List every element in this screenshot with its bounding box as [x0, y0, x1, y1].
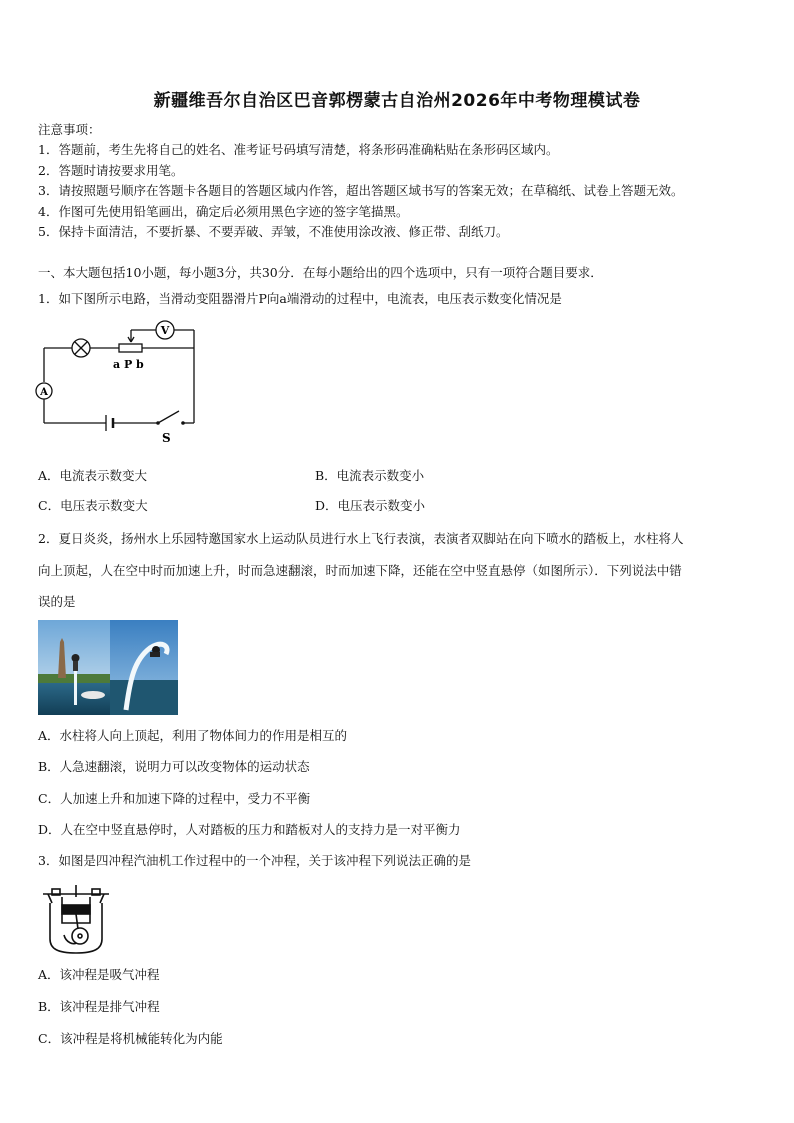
q2-option-c: C．人加速上升和加速下降的过程中，受力不平衡 — [38, 791, 311, 806]
note-item-5: 5．保持卡面清洁，不要折暴、不要弄破、弄皱，不准使用涂改液、修正带、刮纸刀。 — [38, 224, 509, 239]
switch-icon — [158, 411, 179, 423]
section-heading: 一、本大题包括10小题，每小题3分，共30分．在每小题给出的四个选项中，只有一项符合题目要求． — [38, 265, 603, 280]
circuit-diagram — [34, 318, 204, 448]
note-item-1: 1．答题前，考生先将自己的姓名、准考证号码填写清楚，将条形码准确粘贴在条形码区域内。 — [38, 142, 559, 157]
rheostat-icon — [119, 344, 142, 352]
rheostat-label: a P b — [113, 358, 144, 371]
q1-option-b: B．电流表示数变小 — [315, 468, 425, 483]
exam-title: 新疆维吾尔自治区巴音郭楞蒙古自治州2026年中考物理模试卷 — [153, 91, 641, 111]
flyboard-photo — [38, 620, 178, 715]
switch-label: S — [162, 431, 171, 445]
q2-option-d: D．人在空中竖直悬停时，人对踏板的压力和踏板对人的支持力是一对平衡力 — [38, 822, 461, 837]
q2-option-a: A．水柱将人向上顶起，利用了物体间力的作用是相互的 — [38, 728, 348, 743]
q2-stem-line-1: 2．夏日炎炎，扬州水上乐园特邀国家水上运动队员进行水上飞行表演，表演者双脚站在向下喷水的踏板上，水柱将人 — [38, 531, 684, 546]
ammeter-label: A — [40, 387, 48, 398]
q1-option-a: A．电流表示数变大 — [38, 468, 148, 483]
q2-stem-line-2: 向上顶起，人在空中时而加速上升，时而急速翻滚，时而加速下降，还能在空中竖直悬停（如图所示）．下列说法中错 — [38, 563, 682, 578]
q3-option-a: A．该冲程是吸气冲程 — [38, 967, 160, 982]
note-item-3: 3．请按照题号顺序在答题卡各题目的答题区域内作答，超出答题区域书写的答案无效；在草稿纸、试卷上答题无效。 — [38, 183, 684, 198]
note-item-4: 4．作图可先使用铅笔画出，确定后必须用黑色字迹的签字笔描黑。 — [38, 204, 409, 219]
q1-option-d: D．电压表示数变小 — [315, 498, 426, 513]
q1-option-c: C．电压表示数变大 — [38, 498, 148, 513]
q3-option-b: B．该冲程是排气冲程 — [38, 999, 160, 1014]
q3-stem: 3．如图是四冲程汽油机工作过程中的一个冲程，关于该冲程下列说法正确的是 — [38, 853, 471, 868]
q3-option-c: C．该冲程是将机械能转化为内能 — [38, 1031, 223, 1046]
q2-stem-line-3: 误的是 — [38, 594, 76, 609]
note-item-2: 2．答题时请按要求用笔。 — [38, 163, 184, 178]
notes-heading: 注意事项： — [38, 122, 101, 137]
engine-stroke-figure — [38, 883, 114, 955]
q1-stem: 1．如下图所示电路，当滑动变阻器滑片P向a端滑动的过程中，电流表，电压表示数变化情况是 — [38, 291, 562, 306]
q2-option-b: B．人急速翻滚，说明力可以改变物体的运动状态 — [38, 759, 310, 774]
voltmeter-label: V — [160, 324, 170, 337]
